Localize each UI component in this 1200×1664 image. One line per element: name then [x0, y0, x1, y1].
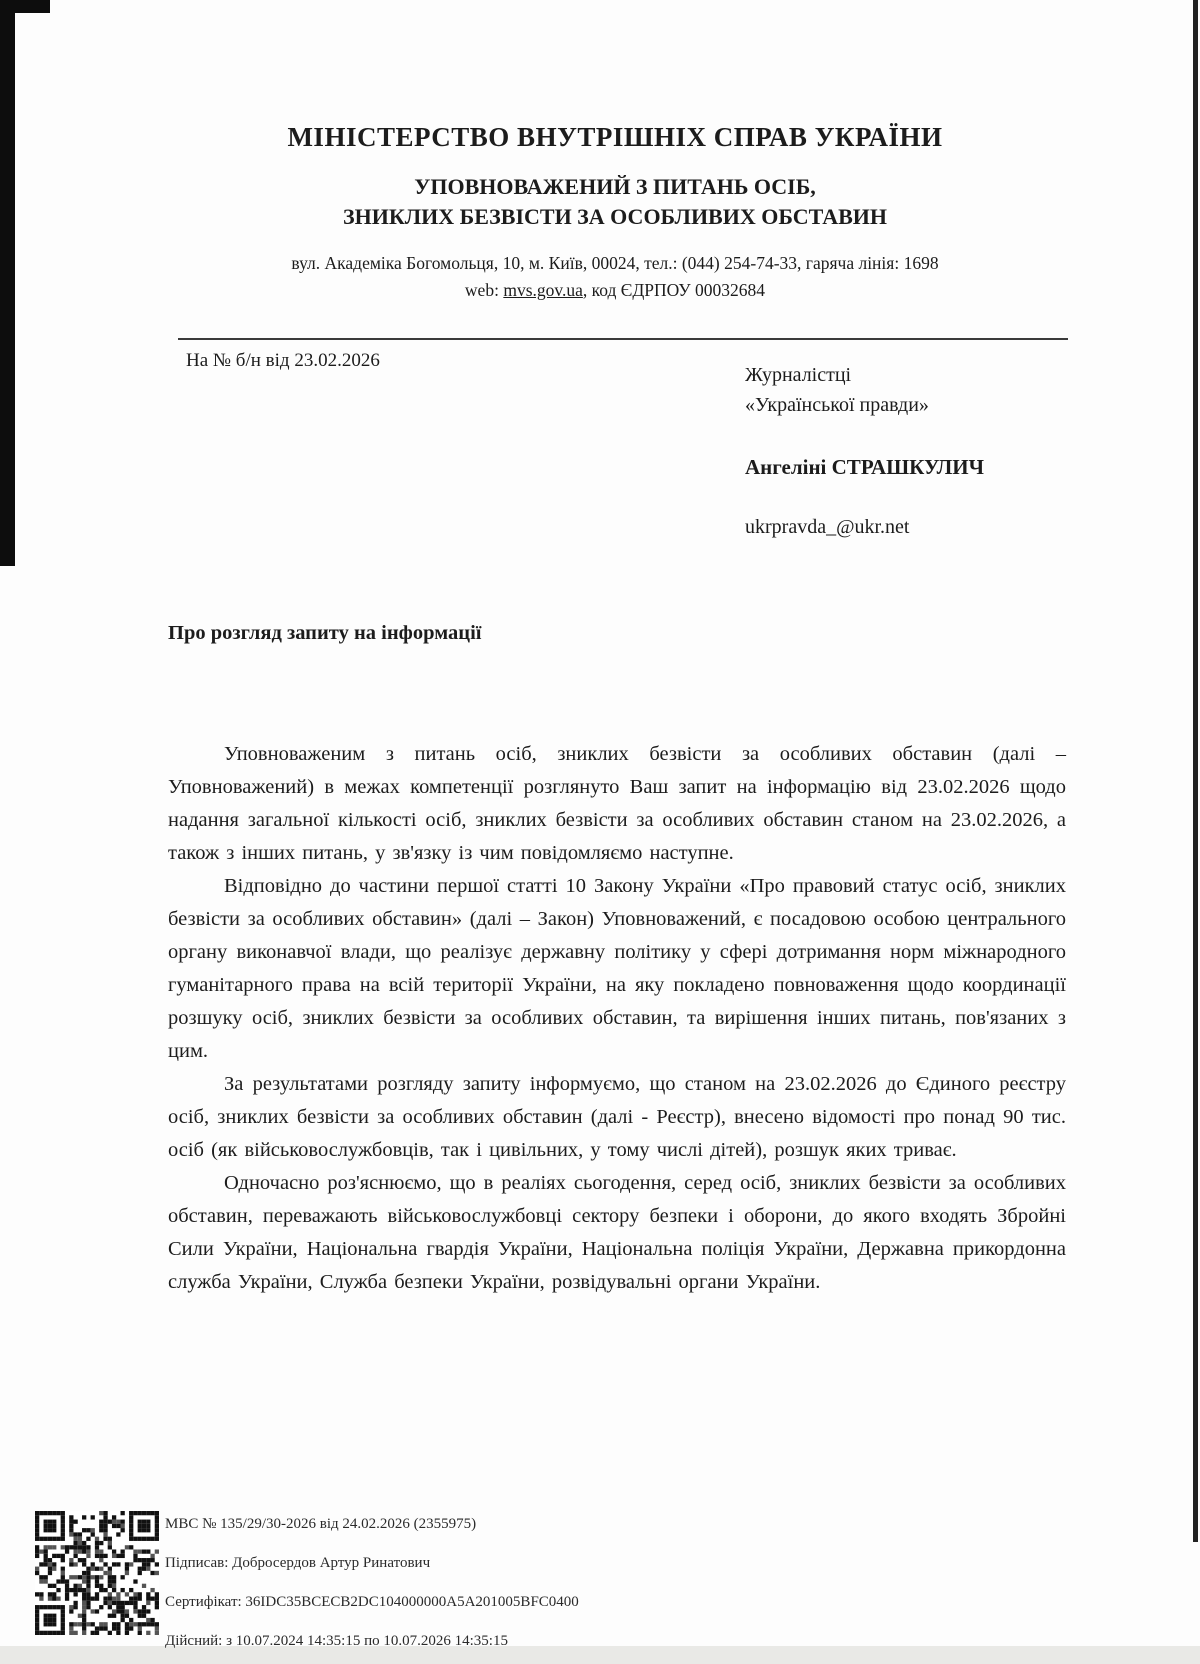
recipient-name: Ангеліні СТРАШКУЛИЧ — [745, 455, 985, 479]
office-title-line1: УПОВНОВАЖЕНИЙ З ПИТАНЬ ОСІБ, — [414, 174, 816, 199]
scan-edge-right — [1193, 0, 1198, 1542]
recipient-email: ukrpravda_@ukr.net — [745, 516, 910, 538]
doc-number: МВС № 135/29/30-2026 від 24.02.2026 (2355975) — [165, 1516, 477, 1532]
ministry-title: МІНІСТЕРСТВО ВНУТРІШНІХ СПРАВ УКРАЇНИ — [287, 122, 943, 152]
recipient-role: Журналістці — [745, 364, 852, 386]
qr-code — [35, 1506, 159, 1640]
reference-number: На № б/н від 23.02.2026 — [186, 350, 380, 371]
address-line: вул. Академіка Богомольця, 10, м. Київ, 00024, тел.: (044) 254-74-33, гаряча лінія: 1698 — [291, 253, 939, 273]
website-link[interactable]: mvs.gov.ua — [503, 280, 583, 300]
body-paragraph: Уповноваженим з питань осіб, зниклих безвісти за особливих обставин (далі – Уповноважений) в межах компетенції розглянуто Ваш запит на інформацію від 23.02.2026 щодо надання загальної кількості осіб, зниклих безвісти за особливих обставин станом на 23.02.2026, а також з інших питань, у зв'язку із чим повідомляємо наступне. — [168, 743, 1066, 864]
body-paragraph: Відповідно до частини першої статті 10 Закону України «Про правовий статус осіб, зниклих безвісти за особливих обставин» (далі – Закон) Уповноважений, є посадовою особою центрального органу виконавчої влади, що реалізує державну політику у сфері дотримання норм міжнародного гуманітарного права на всій території України, на яку покладено повноваження щодо координації розшуку осіб, зниклих безвісти за особливих обставин, та вирішення інших питань, пов'язаних з цим. — [168, 875, 1066, 1062]
scan-edge-top-left — [0, 0, 50, 13]
office-title — [150, 172, 1080, 232]
office-title-line2: ЗНИКЛИХ БЕЗВІСТИ ЗА ОСОБЛИВИХ ОБСТАВИН — [342, 204, 887, 229]
body-paragraph: Одночасно роз'яснюємо, що в реаліях сьогодення, серед осіб, зниклих безвісти за особливих обставин, переважають військовослужбовці сектору безпеки і оборони, до якого входять Збройні Сили України, Національна гвардія України, Національна поліція України, Державна прикордонна служба України, Служба безпеки України, розвідувальні органи України. — [168, 1172, 1066, 1293]
scan-edge-left — [0, 0, 15, 566]
header-contacts — [120, 250, 1110, 304]
signed-by: Підписав: Добросердов Артур Ринатович — [165, 1555, 431, 1571]
web-line — [120, 277, 1110, 304]
recipient-block — [745, 360, 1085, 538]
signature-stamp — [165, 1505, 865, 1661]
header-separator-line — [178, 338, 1068, 340]
validity: Дійсний: з 10.07.2024 14:35:15 по 10.07.2026 14:35:15 — [165, 1633, 508, 1649]
body-paragraph: За результатами розгляду запиту інформуємо, що станом на 23.02.2026 до Єдиного реєстру осіб, зниклих безвісти за особливих обставин (далі - Реєстр), внесено відомості про понад 90 тис. осіб (як військовослужбовців, так і цивільних, у тому числі дітей), розшук яких триває. — [168, 1073, 1066, 1161]
certificate: Сертифікат: 36IDC35BCECB2DC104000000A5A201005BFC0400 — [165, 1594, 579, 1610]
recipient-organization: «Української правди» — [745, 394, 929, 416]
web-prefix: web: — [464, 280, 504, 300]
web-suffix: , код ЄДРПОУ 00032684 — [582, 280, 766, 300]
subject-line: Про розгляд запиту на інформації — [168, 622, 482, 644]
letter-body — [168, 738, 1066, 1299]
